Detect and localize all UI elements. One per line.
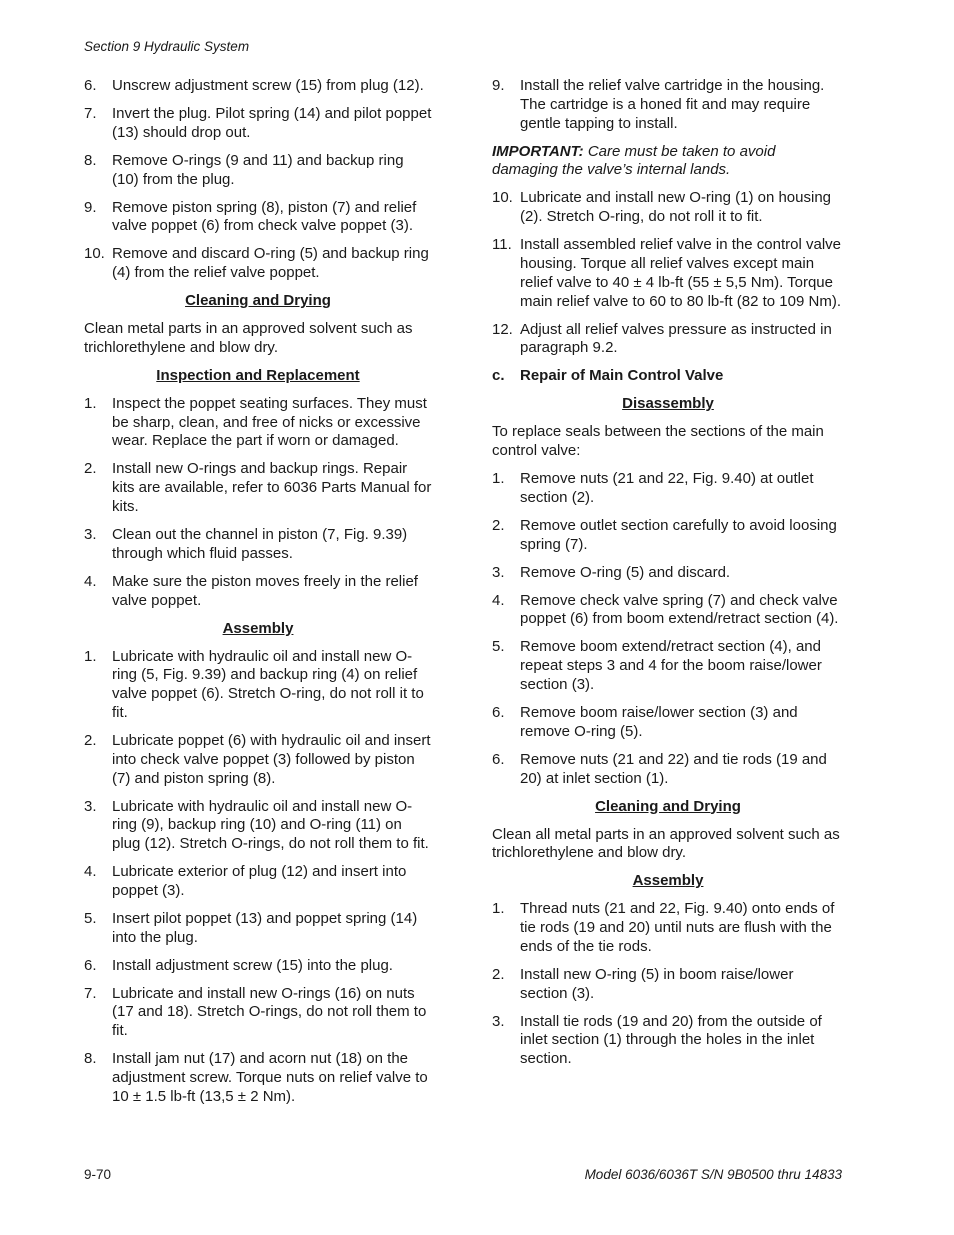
list-item-text: Install tie rods (19 and 20) from the outside of inlet section (1) through the holes in the inlet section. [520, 1012, 822, 1068]
list-item-number: 1. [492, 470, 505, 488]
list-item [492, 704, 844, 742]
list-item [84, 573, 432, 611]
list-item [492, 592, 844, 630]
mcv-disassembly-heading: Disassembly [622, 395, 714, 413]
list-item [84, 1050, 432, 1106]
list-item-text: Install new O-rings and backup rings. Repair kits are available, refer to 6036 Parts Manual for kits. [112, 460, 432, 516]
list-item [84, 395, 432, 451]
mcv-cleaning-heading: Cleaning and Drying [595, 797, 741, 815]
install-list-a [492, 77, 844, 133]
relief-disassembly-list [84, 77, 432, 283]
list-item-text: Remove nuts (21 and 22) and tie rods (19 and 20) at inlet section (1). [520, 750, 827, 787]
list-item-number: 2. [84, 460, 97, 478]
list-item-number: 3. [84, 526, 97, 544]
list-item-number: 3. [492, 1012, 505, 1030]
list-item-text: Unscrew adjustment screw (15) from plug (12). [112, 77, 424, 94]
list-item-number: 7. [84, 104, 97, 122]
mcv-assembly-list [492, 900, 844, 1069]
list-item [84, 460, 432, 516]
list-item-text: Inspect the poppet seating surfaces. They must be sharp, clean, and free of nicks or excessive wear. Replace the part if worn or damaged. [112, 394, 427, 450]
important-label: IMPORTANT: [492, 142, 584, 160]
running-header: Section 9 Hydraulic System [84, 39, 250, 54]
list-item-number: 10. [84, 245, 105, 263]
subhead-text: Repair of Main Control Valve [520, 367, 724, 385]
list-item-number: 9. [492, 77, 505, 94]
list-item-text: Install jam nut (17) and acorn nut (18) on the adjustment screw. Torque nuts on relief valve to 10 ± 1.5 lb-ft (13,5 ± 2 Nm). [112, 1050, 428, 1105]
list-item-number: 3. [84, 797, 97, 815]
mcv-disassembly-intro: To replace seals between the sections of the main control valve: [492, 423, 824, 460]
list-item [492, 900, 844, 956]
list-item [492, 470, 844, 508]
assembly-list [84, 648, 432, 1107]
list-item [84, 863, 432, 901]
list-item-number: 4. [492, 591, 505, 609]
list-item-number: 6. [84, 956, 97, 974]
list-item [84, 985, 432, 1041]
list-item-number: 10. [492, 189, 513, 207]
list-item-text: Remove check valve spring (7) and check valve poppet (6) from boom extend/retract section (4). [520, 591, 839, 628]
list-item-number: 11. [492, 236, 512, 254]
list-item [84, 798, 432, 854]
mcv-disassembly-list [492, 470, 844, 788]
list-item [492, 564, 844, 583]
list-item-number: 1. [84, 647, 97, 665]
list-item-text: Insert pilot poppet (13) and poppet spring (14) into the plug. [112, 909, 418, 946]
list-item-number: 2. [492, 516, 505, 534]
list-item-text: Install adjustment screw (15) into the plug. [112, 956, 393, 974]
list-item-number: 6. [492, 750, 505, 768]
list-item-text: Install assembled relief valve in the control valve housing. Torque all relief valves except main relief valve to 40 ± 4 lb-ft (55 ± 5,5 Nm). Torque main relief valve to 60 to 80 lb-ft (82 to 109 Nm). [520, 236, 841, 310]
list-item-text: Remove boom raise/lower section (3) and remove O-ring (5). [520, 703, 798, 740]
list-item-text: Remove O-rings (9 and 11) and backup ring (10) from the plug. [112, 151, 404, 188]
list-item [492, 966, 844, 1004]
list-item-text: Thread nuts (21 and 22, Fig. 9.40) onto ends of tie rods (19 and 20) until nuts are flush with the ends of the tie rods. [520, 900, 835, 955]
list-item-text: Remove piston spring (8), piston (7) and relief valve poppet (6) from check valve poppet (3). [112, 198, 417, 235]
list-item-number: 8. [84, 151, 97, 169]
important-text: Care must be taken to avoid damaging the valve’s internal lands. [492, 142, 776, 179]
list-item [84, 77, 432, 96]
list-item-text: Lubricate and install new O-ring (1) on housing (2). Stretch O-ring, do not roll it to fit. [520, 189, 832, 226]
list-item-text: Lubricate poppet (6) with hydraulic oil and insert into check valve poppet (3) followed by piston (7) and piston spring (8). [112, 731, 431, 787]
list-item [84, 648, 432, 723]
list-item-text: Remove nuts (21 and 22, Fig. 9.40) at outlet section (2). [520, 470, 814, 506]
main-control-valve-subhead [492, 367, 844, 386]
mcv-assembly-heading: Assembly [632, 872, 704, 890]
left-column [84, 77, 432, 1116]
list-item [84, 199, 432, 237]
list-item-text: Lubricate with hydraulic oil and install new O-ring (9), backup ring (10) and O-ring (11) on plug (12). Stretch O-rings, do not roll them to fit. [112, 797, 429, 853]
list-item [492, 77, 844, 133]
list-item-number: 5. [84, 909, 97, 927]
list-item [492, 189, 844, 227]
list-item-number: 5. [492, 638, 505, 656]
assembly-heading: Assembly [222, 619, 294, 637]
list-item [492, 638, 844, 694]
inspection-list [84, 395, 432, 611]
right-column [492, 77, 844, 1078]
list-item [492, 517, 844, 555]
list-item-text: Invert the plug. Pilot spring (14) and pilot poppet (13) should drop out. [112, 104, 432, 141]
list-item-text: Remove outlet section carefully to avoid loosing spring (7). [520, 516, 837, 553]
list-item [84, 152, 432, 190]
list-item-number: 7. [84, 984, 97, 1002]
install-list-b [492, 189, 844, 358]
list-item-text: Remove boom extend/retract section (4), and repeat steps 3 and 4 for the boom raise/lower section (3). [520, 638, 822, 693]
list-item-number: 1. [492, 900, 505, 918]
list-item [492, 321, 844, 359]
list-item-text: Lubricate and install new O-rings (16) on nuts (17 and 18). Stretch O-rings, do not roll them to fit. [112, 984, 427, 1040]
list-item-text: Lubricate with hydraulic oil and install new O-ring (5, Fig. 9.39) and backup ring (4) on relief valve poppet (6). Stretch O-ring, do not roll it to fit. [112, 647, 424, 721]
list-item [492, 751, 844, 789]
list-item-number: 1. [84, 394, 97, 412]
cleaning-text: Clean metal parts in an approved solvent such as trichlorethylene and blow dry. [84, 320, 413, 356]
list-item [84, 957, 432, 976]
list-item-number: 6. [492, 703, 505, 721]
mcv-cleaning-text: Clean all metal parts in an approved solvent such as trichlorethylene and blow dry. [492, 825, 840, 862]
list-item [492, 1013, 844, 1069]
list-item-number: 8. [84, 1050, 97, 1068]
list-item-number: 3. [492, 563, 505, 581]
list-item [84, 245, 432, 283]
list-item [84, 526, 432, 564]
inspection-heading: Inspection and Replacement [156, 366, 360, 384]
page-number: 9-70 [84, 1167, 112, 1182]
list-item-text: Lubricate exterior of plug (12) and insert into poppet (3). [112, 863, 407, 899]
list-item [492, 236, 844, 311]
list-item-number: 4. [84, 572, 97, 590]
list-item-number: 9. [84, 198, 97, 216]
list-item [84, 732, 432, 788]
list-item-text: Remove and discard O-ring (5) and backup ring (4) from the relief valve poppet. [112, 245, 429, 282]
cleaning-heading: Cleaning and Drying [185, 292, 331, 310]
list-item-text: Clean out the channel in piston (7, Fig. 9.39) through which fluid passes. [112, 526, 408, 562]
important-note [492, 143, 844, 181]
list-item-number: 2. [492, 965, 505, 983]
list-item-number: 12. [492, 320, 513, 338]
list-item [84, 910, 432, 948]
list-item-text: Remove O-ring (5) and discard. [520, 563, 731, 581]
list-item-number: 4. [84, 863, 97, 881]
list-item-text: Adjust all relief valves pressure as instructed in paragraph 9.2. [520, 320, 832, 357]
model-footer: Model 6036/6036T S/N 9B0500 thru 14833 [584, 1167, 842, 1182]
list-item-number: 6. [84, 77, 97, 94]
list-item-number: 2. [84, 731, 97, 749]
subhead-number: c. [492, 367, 505, 385]
list-item-text: Make sure the piston moves freely in the relief valve poppet. [112, 572, 418, 609]
list-item [84, 105, 432, 143]
list-item-text: Install new O-ring (5) in boom raise/lower section (3). [520, 965, 794, 1002]
list-item-text: Install the relief valve cartridge in the housing. The cartridge is a honed fit and may require gentle tapping to install. [520, 77, 825, 132]
